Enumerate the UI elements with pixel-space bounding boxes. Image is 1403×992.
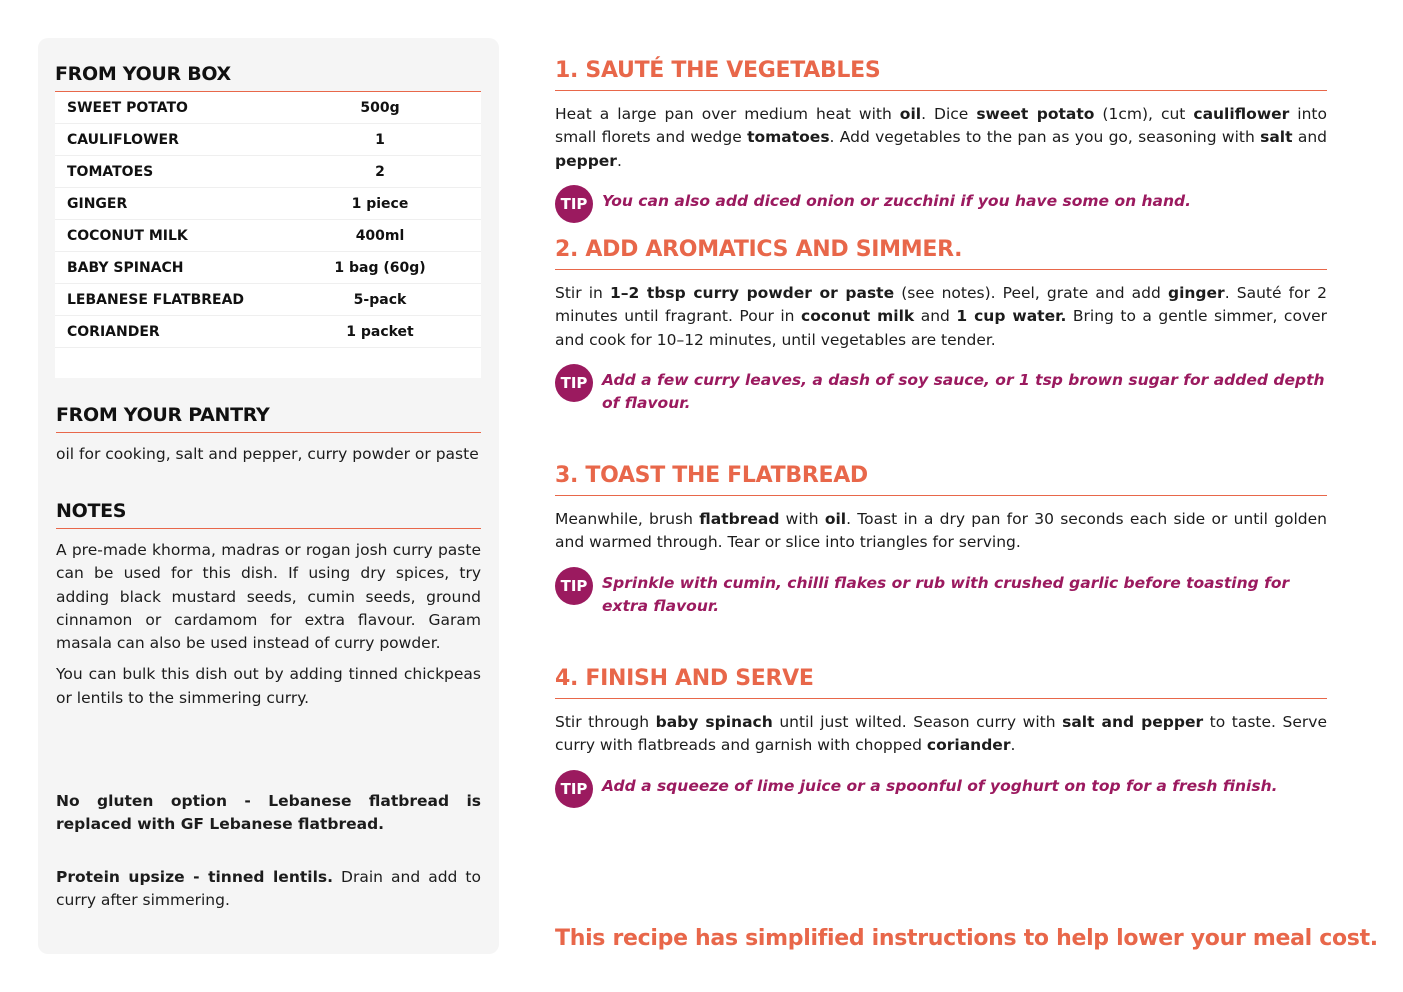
bold-ingredient: coconut milk xyxy=(801,307,915,326)
ingredient-qty: 5-pack xyxy=(353,291,407,308)
ingredient-qty: 500g xyxy=(360,99,400,116)
from-your-pantry-title: FROM YOUR PANTRY xyxy=(56,404,481,433)
ingredient-name: BABY SPINACH xyxy=(67,259,184,276)
step-title: 2. ADD AROMATICS AND SIMMER. xyxy=(555,237,1327,270)
bold-ingredient: coriander xyxy=(926,736,1011,755)
step-body xyxy=(555,711,1327,758)
body-text: and xyxy=(1292,128,1327,147)
protein-upsize-bold: Protein upsize - tinned lentils. xyxy=(56,868,333,886)
bold-ingredient: salt xyxy=(1260,128,1293,147)
tip-text: You can also add diced onion or zucchini if you have some on hand. xyxy=(602,191,1192,210)
protein-upsize-text: Drain and add to curry after simmering. xyxy=(56,868,481,910)
ingredients-table xyxy=(55,92,481,378)
body-text: . xyxy=(616,151,622,170)
notes-title: NOTES xyxy=(56,500,481,529)
bold-ingredient: salt and pepper xyxy=(1062,713,1204,731)
ingredient-name: CAULIFLOWER xyxy=(67,131,179,148)
gluten-option-note xyxy=(56,790,481,837)
from-your-box-title: FROM YOUR BOX xyxy=(55,63,481,92)
ingredient-name: LEBANESE FLATBREAD xyxy=(67,291,245,308)
footer-note: This recipe has simplified instructions to help lower your meal cost. xyxy=(555,926,1378,951)
step-1 xyxy=(555,58,1327,223)
step-body xyxy=(555,508,1327,555)
tip-text: Sprinkle with cumin, chilli flakes or rub with crushed garlic before toasting for extra flavour. xyxy=(602,573,1290,615)
bold-ingredient: oil xyxy=(824,510,847,528)
body-text: with xyxy=(779,510,825,528)
ingredients-sidebar xyxy=(38,38,499,954)
step-title: 4. FINISH AND SERVE xyxy=(555,666,1327,699)
ingredient-row xyxy=(55,220,481,252)
tip-badge: TIP xyxy=(555,185,593,223)
tip-badge: TIP xyxy=(555,364,593,402)
ingredient-row xyxy=(55,284,481,316)
ingredient-row xyxy=(55,92,481,124)
ingredient-qty: 2 xyxy=(375,163,385,180)
bold-ingredient: pepper xyxy=(555,151,617,170)
tip-badge: TIP xyxy=(555,770,593,808)
body-text: Meanwhile, brush xyxy=(555,510,700,528)
ingredient-name: CORIANDER xyxy=(67,323,160,340)
notes-paragraph: A pre-made khorma, madras or rogan josh curry paste can be used for this dish. If using dry spices, try adding black mustard seeds, cumin seeds, ground cinnamon or cardamom for extra flavour. Garam masala can also be used instead of curry powder. xyxy=(56,541,481,653)
bold-ingredient: 1 cup water. xyxy=(956,307,1067,326)
ingredient-qty: 1 piece xyxy=(351,195,409,212)
body-text: Heat a large pan over medium heat with xyxy=(555,105,900,123)
step-body xyxy=(555,282,1327,352)
bold-ingredient: oil xyxy=(899,105,922,123)
ingredient-qty: 1 packet xyxy=(346,323,414,340)
step-3 xyxy=(555,463,1327,618)
bold-ingredient: ginger xyxy=(1167,284,1225,302)
bold-ingredient: baby spinach xyxy=(655,713,773,731)
bold-ingredient: tomatoes xyxy=(747,128,830,147)
bold-ingredient: 1–2 tbsp curry powder or paste xyxy=(610,284,895,302)
step-body xyxy=(555,103,1327,173)
body-text: Stir in xyxy=(555,284,610,302)
tip xyxy=(555,187,1327,223)
bold-ingredient: sweet potato xyxy=(976,105,1095,123)
pantry-items-text: oil for cooking, salt and pepper, curry powder or paste xyxy=(56,445,479,463)
from-your-box-section xyxy=(55,63,481,378)
from-your-pantry-section xyxy=(56,404,481,463)
body-text: (1cm), cut xyxy=(1094,105,1194,123)
tip-text: Add a few curry leaves, a dash of soy sauce, or 1 tsp brown sugar for added depth of flavour. xyxy=(602,370,1325,413)
ingredient-qty: 1 xyxy=(375,131,385,148)
tip xyxy=(555,772,1327,808)
ingredient-name: TOMATOES xyxy=(67,163,154,180)
body-text: . xyxy=(1010,736,1016,755)
tip-badge: TIP xyxy=(555,567,593,605)
body-text: . Dice xyxy=(921,105,977,123)
body-text: . Add vegetables to the pan as you go, seasoning with xyxy=(829,128,1261,147)
body-text: Bring to a gentle simmer, cover and cook for 10–12 minutes, until vegetables are tender. xyxy=(555,307,1328,349)
body-text: . Sauté for 2 minutes until fragrant. Pour in xyxy=(555,284,1327,326)
protein-upsize-note xyxy=(56,866,481,913)
ingredient-row xyxy=(55,124,481,156)
ingredient-qty: 400ml xyxy=(355,227,405,244)
gluten-option-bold: No gluten option - Lebanese flatbread is replaced with GF Lebanese flatbread. xyxy=(56,792,481,834)
tip xyxy=(555,569,1327,619)
step-4 xyxy=(555,666,1327,808)
ingredient-name: GINGER xyxy=(67,195,128,212)
ingredient-row xyxy=(55,252,481,284)
bold-ingredient: flatbread xyxy=(699,510,780,528)
ingredient-name: COCONUT MILK xyxy=(67,227,188,244)
ingredient-row xyxy=(55,156,481,188)
ingredient-qty: 1 bag (60g) xyxy=(334,259,426,276)
step-title: 3. TOAST THE FLATBREAD xyxy=(555,463,1327,496)
body-text: into small florets and wedge xyxy=(555,105,1327,147)
body-text: (see notes). Peel, grate and add xyxy=(894,284,1168,302)
tip xyxy=(555,366,1327,416)
bold-ingredient: cauliflower xyxy=(1193,105,1290,123)
ingredient-name: SWEET POTATO xyxy=(67,99,188,116)
body-text: to taste. Serve curry with flatbreads and garnish with chopped xyxy=(555,713,1327,755)
body-text: Stir through xyxy=(555,713,656,731)
ingredient-row xyxy=(55,188,481,220)
body-text: and xyxy=(914,307,957,326)
body-text: . Toast in a dry pan for 30 seconds each side or until golden and warmed through. Tear or slice into triangles for serving. xyxy=(555,510,1327,552)
notes-section xyxy=(56,500,481,910)
step-title: 1. SAUTÉ THE VEGETABLES xyxy=(555,58,1327,91)
ingredient-row xyxy=(55,316,481,348)
notes-paragraph: You can bulk this dish out by adding tinned chickpeas or lentils to the simmering curry. xyxy=(56,665,481,707)
tip-text: Add a squeeze of lime juice or a spoonful of yoghurt on top for a fresh finish. xyxy=(602,776,1278,795)
body-text: until just wilted. Season curry with xyxy=(772,713,1063,731)
step-2 xyxy=(555,237,1327,415)
